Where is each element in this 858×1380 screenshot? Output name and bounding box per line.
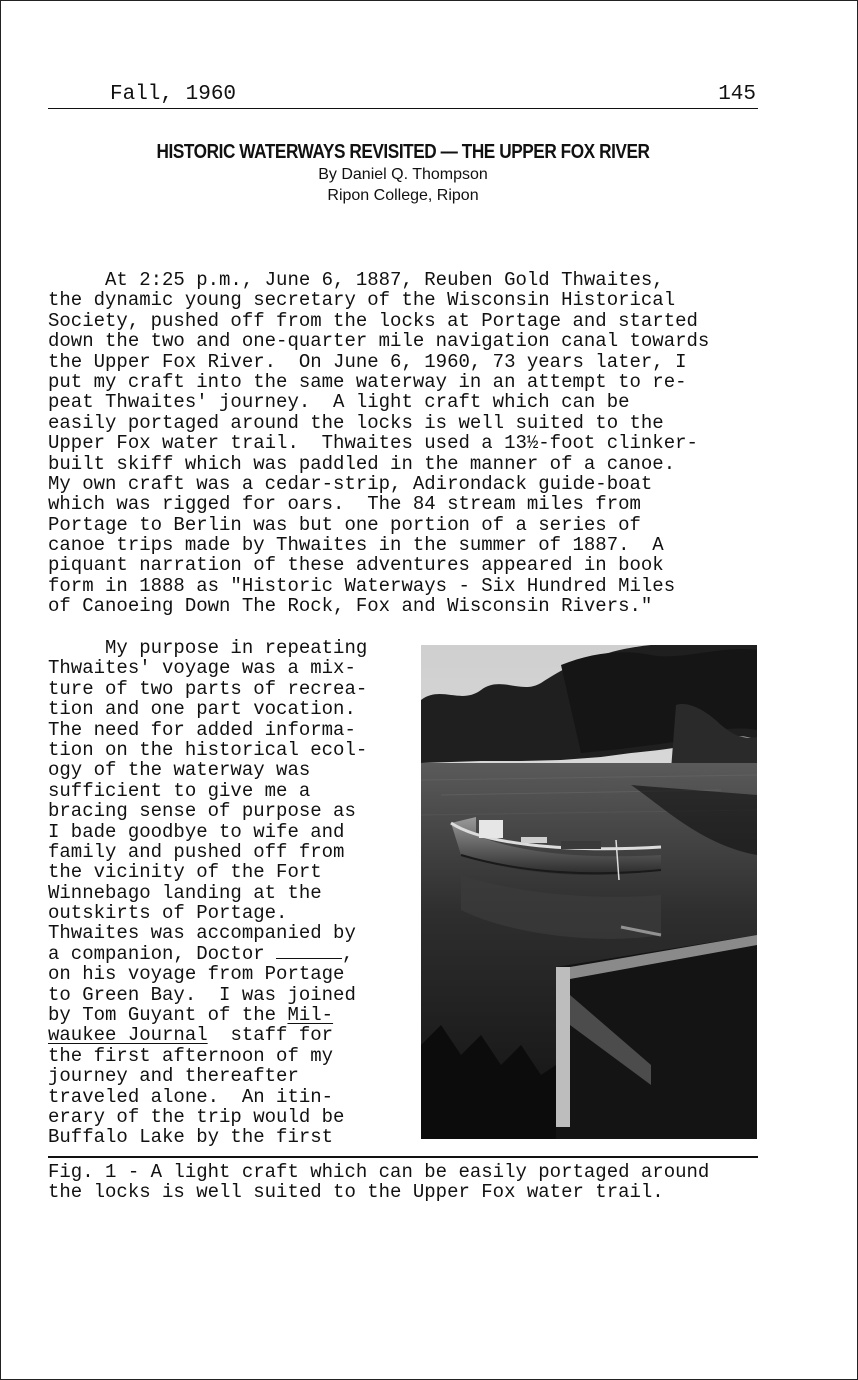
text-line: Buffalo Lake by the first: [48, 1126, 334, 1149]
paragraph-1: [48, 270, 709, 617]
text-line: ogy of the waterway was: [48, 759, 311, 782]
doctor-line-end: ,: [342, 942, 354, 965]
text-line: sufficient to give me a: [48, 779, 311, 802]
text-line-guyant: [48, 1005, 367, 1025]
text-line: piquant narration of these adventures appeared in book: [48, 554, 664, 577]
text-line: of Canoeing Down The Rock, Fox and Wisconsin Rivers.": [48, 595, 653, 618]
running-header: [48, 82, 758, 109]
newspaper-name-part1: Mil-: [287, 1004, 334, 1027]
text-line: tion and one part vocation.: [48, 698, 356, 721]
text-line: to Green Bay. I was joined: [48, 983, 356, 1006]
text-line: Winnebago landing at the: [48, 881, 322, 904]
caption-line: the locks is well suited to the Upper Fox water trail.: [48, 1181, 664, 1204]
text-line: peat Thwaites' journey. A light craft which can be: [48, 391, 630, 414]
text-line: tion on the historical ecol-: [48, 738, 368, 761]
name-blank: [276, 944, 342, 959]
text-line: the dynamic young secretary of the Wisconsin Historical: [48, 289, 676, 312]
text-line: down the two and one-quarter mile navigation canal towards: [48, 330, 710, 353]
caption-line: Fig. 1 - A light craft which can be easily portaged around: [48, 1161, 710, 1183]
text-line: easily portaged around the locks is well suited to the: [48, 411, 664, 434]
text-line: I bade goodbye to wife and: [48, 820, 345, 843]
issue-season: Fall, 1960: [110, 83, 237, 106]
text-line: Thwaites was accompanied by: [48, 922, 356, 945]
text-line: put my craft into the same waterway in an attempt to re-: [48, 370, 687, 393]
text-line: ture of two parts of recrea-: [48, 677, 368, 700]
text-line: journey and thereafter: [48, 1065, 299, 1088]
text-line: on his voyage from Portage: [48, 963, 345, 986]
text-line: Upper Fox water trail. Thwaites used a 13½-foot clinker-: [48, 432, 698, 455]
article-byline: By Daniel Q. Thompson: [318, 166, 488, 183]
text-line: the Upper Fox River. On June 6, 1960, 73 years later, I: [48, 350, 687, 373]
doctor-line-start: a companion, Doctor: [48, 942, 277, 965]
newspaper-line-end: staff for: [207, 1024, 334, 1047]
text-line: which was rigged for oars. The 84 stream miles from: [48, 493, 641, 516]
text-line: Portage to Berlin was but one portion of a series of: [48, 513, 641, 536]
text-line: My own craft was a cedar-strip, Adirondack guide-boat: [48, 472, 653, 495]
text-line: My purpose in repeating: [48, 637, 368, 659]
text-line: The need for added informa-: [48, 718, 356, 741]
article-title: HISTORIC WATERWAYS REVISITED — THE UPPER FOX RIVER: [156, 141, 650, 163]
photo-illustration: [421, 645, 757, 1139]
text-line: outskirts of Portage.: [48, 902, 288, 925]
newspaper-name-part2: waukee Journal: [48, 1024, 208, 1047]
text-line-newspaper: [48, 1025, 367, 1045]
text-line: canoe trips made by Thwaites in the summer of 1887. A: [48, 534, 664, 557]
text-line: form in 1888 as "Historic Waterways - Six Hundred Miles: [48, 574, 676, 597]
text-line: family and pushed off from: [48, 840, 345, 863]
page-number: 145: [718, 83, 756, 106]
text-line: the vicinity of the Fort: [48, 861, 322, 884]
text-line: erary of the trip would be: [48, 1105, 345, 1128]
caption-rule: [48, 1156, 758, 1158]
article-title-block: [48, 140, 758, 206]
tom-line-start: by Tom Guyant of the: [48, 1004, 288, 1027]
text-line: traveled alone. An itin-: [48, 1085, 334, 1108]
text-line: bracing sense of purpose as: [48, 800, 356, 823]
text-line: Thwaites' voyage was a mix-: [48, 657, 356, 680]
figure-caption: [48, 1162, 709, 1203]
text-line: Society, pushed off from the locks at Portage and started: [48, 309, 698, 332]
text-line: built skiff which was paddled in the manner of a canoe.: [48, 452, 676, 475]
text-line: the first afternoon of my: [48, 1044, 334, 1067]
author-affiliation: Ripon College, Ripon: [327, 187, 479, 204]
text-line-doctor: [48, 944, 367, 964]
paragraph-2: [48, 638, 367, 1148]
rowboat-photo: [421, 645, 757, 1139]
text-line: At 2:25 p.m., June 6, 1887, Reuben Gold Thwaites,: [48, 269, 664, 291]
